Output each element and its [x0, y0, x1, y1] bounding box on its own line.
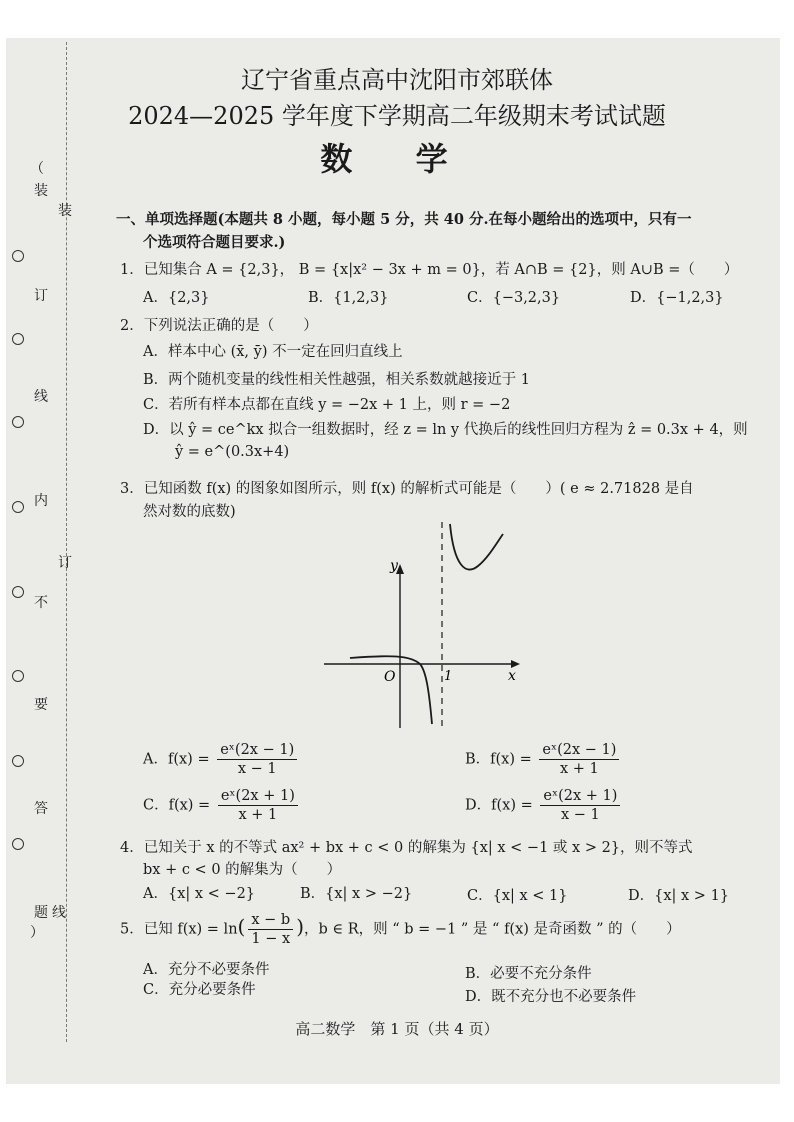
margin-ding: 订: [34, 288, 48, 304]
q2-option-d: D．以 ŷ = ce^kx 拟合一组数据时，经 z = ln y 代换后的线性回归方程为 ẑ = 0.3x + 4，则: [143, 422, 748, 438]
q2-option-c: C．若所有样本点都在直线 y = −2x + 1 上，则 r = −2: [143, 397, 511, 413]
q4-option-b: B．{x| x > −2}: [300, 886, 413, 902]
q4-stem-cont: bx + c < 0 的解集为（ ）: [143, 862, 342, 878]
q5-option-d: D．既不充分也不必要条件: [465, 989, 637, 1005]
q1-option-a: A．{2,3}: [143, 290, 210, 306]
page-footer: 高二数学 第 1 页（共 4 页）: [295, 1020, 499, 1038]
binding-hole: [12, 670, 24, 682]
q2-option-d-cont: ŷ = e^(0.3x+4): [175, 444, 290, 460]
q3-c-fraction: [218, 788, 298, 823]
binding-ding: 订: [58, 555, 72, 571]
q3-a-denominator: x − 1: [237, 761, 277, 777]
section-title: 一、单项选择题(本题共 8 小题，每小题 5 分，共 40 分.在每小题给出的选项中，只有一: [116, 211, 692, 228]
section-title-cont: 个选项符合题目要求.): [143, 234, 286, 251]
q5-option-c: C．充分必要条件: [143, 982, 256, 998]
q3-d-fraction: [540, 788, 620, 823]
q3-option-b: [465, 742, 622, 777]
q4-option-d: D．{x| x > 1}: [628, 888, 730, 904]
binding-hole: [12, 501, 24, 513]
curve-right-branch: [450, 524, 503, 570]
q3-c-lead: C．f(x) =: [143, 797, 211, 814]
binding-hole: [12, 586, 24, 598]
q5-stem: [120, 912, 681, 947]
q3-c-denominator: x + 1: [238, 807, 278, 823]
q1-option-b: B．{1,2,3}: [308, 290, 389, 306]
q4-stem: 4．已知关于 x 的不等式 ax² + bx + c < 0 的解集为 {x| x < −1 或 x > 2}，则不等式: [120, 840, 693, 856]
q5-denominator: 1 − x: [251, 931, 291, 947]
q3-option-a: [143, 742, 300, 777]
margin-bracket-open: （: [30, 161, 44, 177]
margin-bracket-close: ）: [30, 925, 44, 941]
exam-title-line1: 辽宁省重点高中沈阳市郊联体: [241, 66, 553, 94]
q4-option-c: C．{x| x < 1}: [467, 888, 568, 904]
q3-stem: 3．已知函数 f(x) 的图象如图所示，则 f(x) 的解析式可能是（ ）( e ≈ 2.71828 是自: [120, 481, 694, 497]
q3-a-fraction: [217, 742, 297, 777]
q3-option-d: [465, 788, 623, 823]
q2-stem: 2．下列说法正确的是（ ）: [120, 318, 318, 334]
q3-d-numerator: eˣ(2x + 1): [540, 788, 620, 806]
q3-stem-cont: 然对数的底数): [143, 504, 236, 520]
q3-function-graph: [320, 518, 525, 733]
q3-d-denominator: x − 1: [560, 807, 600, 823]
q3-b-denominator: x + 1: [560, 761, 599, 777]
q3-a-numerator: eˣ(2x − 1): [217, 742, 297, 760]
y-axis-label: y: [390, 558, 398, 574]
binding-zhuang: 装: [58, 203, 72, 219]
q5-numerator: x − b: [248, 912, 293, 930]
binding-hole: [12, 838, 24, 850]
q5-option-b: B．必要不充分条件: [465, 966, 592, 982]
binding-xian: 线: [52, 905, 66, 921]
q1-stem: 1．已知集合 A = {2,3}， B = {x|x² − 3x + m = 0}，若 A∩B = {2}，则 A∪B =（ ）: [120, 262, 739, 278]
binding-hole: [12, 755, 24, 767]
origin-label: O: [384, 669, 396, 685]
margin-nei: 内: [34, 493, 48, 509]
q1-option-d: D．{−1,2,3}: [630, 290, 724, 306]
q1-option-c: C．{−3,2,3}: [467, 290, 561, 306]
q5-lead: 5．已知 f(x) = ln: [120, 921, 238, 938]
q5-paren-open: (: [237, 914, 246, 939]
margin-bu: 不: [34, 595, 48, 611]
margin-ti: 题: [34, 905, 48, 921]
q5-option-a: A．充分不必要条件: [143, 962, 270, 978]
q3-d-lead: D．f(x) =: [465, 797, 533, 814]
binding-hole: [12, 416, 24, 428]
q3-a-lead: A．f(x) =: [143, 751, 210, 768]
q3-b-numerator: eˣ(2x − 1): [539, 742, 619, 760]
binding-dashed-line: [66, 42, 67, 1042]
q5-fraction: [248, 912, 293, 947]
curve-left-branch: [350, 656, 432, 724]
subject-title: 数 学: [320, 140, 474, 178]
x-axis-label: x: [508, 668, 516, 684]
margin-xian: 线: [34, 389, 48, 405]
margin-zhuang: 装: [34, 183, 48, 199]
tick-label-1: 1: [444, 669, 453, 684]
exam-title-line2: 2024—2025 学年度下学期高二年级期末考试试题: [128, 102, 666, 130]
q3-b-fraction: [539, 742, 619, 777]
q3-b-lead: B．f(x) =: [465, 751, 532, 768]
q2-option-b: B．两个随机变量的线性相关性越强，相关系数就越接近于 1: [143, 372, 530, 388]
q5-paren-close: ): [296, 914, 304, 939]
q4-option-a: A．{x| x < −2}: [143, 886, 256, 902]
q3-option-c: [143, 788, 301, 823]
q2-option-a: A．样本中心 (x̄, ȳ) 不一定在回归直线上: [143, 344, 403, 360]
x-axis-arrow: [511, 660, 520, 668]
binding-hole: [12, 250, 24, 262]
q5-tail: ，b ∈ R，则 “ b = −1 ” 是 “ f(x) 是奇函数 ” 的（ ）: [304, 921, 681, 938]
margin-da: 答: [34, 801, 48, 817]
margin-yao: 要: [34, 697, 48, 713]
binding-hole: [12, 333, 24, 345]
q3-c-numerator: eˣ(2x + 1): [218, 788, 298, 806]
